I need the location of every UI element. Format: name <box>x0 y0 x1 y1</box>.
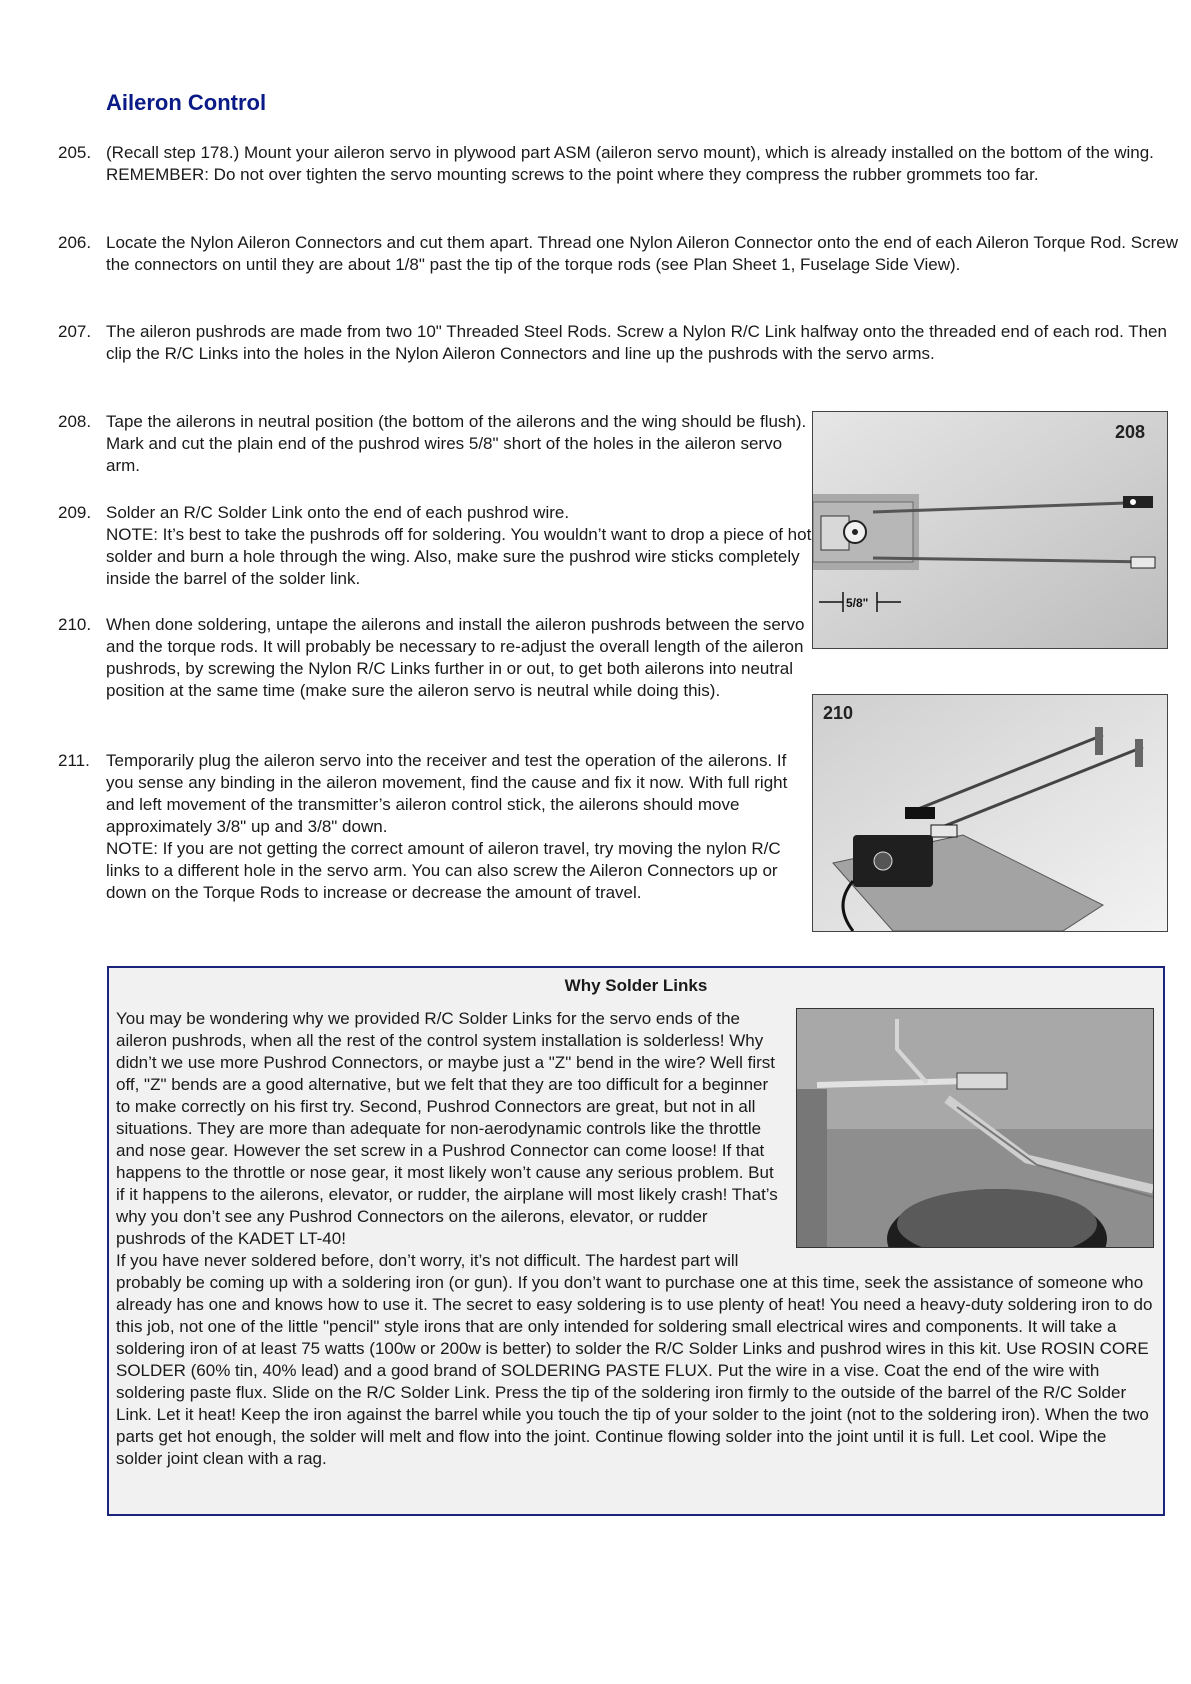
callout-body <box>116 1008 1156 1470</box>
callout-paragraph: If you have never soldered before, don’t worry, it’s not difficult. The hardest part will probably be coming up with a soldering iron (or gun). If you don’t want to purchase one at this time, seek the assistance of someone who already has one and knows how to use it. The secret to easy soldering is to use plenty of heat! You need a heavy-duty soldering iron to do this job, not one of the little "pencil" style irons that are only intended for soldering small electrical wires and components. It will take a soldering iron of at least 75 watts (100w or 200w is better) to solder the R/C Solder Links and pushrod wires in this kit. Use ROSIN CORE SOLDER (60% tin, 40% lead) and a good brand of SOLDERING PASTE FLUX. Put the wire in a vise. Coat the end of the wire with soldering paste flux. Slide on the R/C Solder Link. Press the tip of the soldering iron firmly to the outside of the barrel of the R/C Solder Link. Let it heat! Keep the iron against the barrel while you touch the tip of your solder to the joint (not to the soldering iron). When the two parts get hot enough, the solder will melt and flow into the joint. Continue flowing solder into the joint until it is full. Let cool. Wipe the solder joint clean with a rag. <box>116 1251 1153 1468</box>
step-text: Solder an R/C Solder Link onto the end of each pushrod wire. <box>106 503 570 522</box>
callout-paragraph: You may be wondering why we provided R/C Solder Links for the servo ends of the aileron pushrods, when all the rest of the control system installation is solderless! Why didn’t we use more Pushrod Connectors, or maybe just a "Z" bend in the wire? Well first off, "Z" bends are a good alternative, but we felt that they are too difficult for a beginner to make correctly on his first try. Second, Pushrod Connectors are great, but not in all situations. They are more than adequate for non-aerodynamic controls like the throttle and nose gear. However the set screw in a Pushrod Connector can come loose! If that happens to the throttle or nose gear, it most likely won’t cause any serious problem. But if it happens to the ailerons, elevator, or rudder, the airplane will most likely crash! That’s why you don’t see any Pushrod Connectors on the ailerons, elevator, or rudder pushrods of the KADET LT-40! <box>116 1009 778 1248</box>
photo-208-dimension-label: 5/8" <box>846 596 869 610</box>
photo-208-illustration <box>813 412 1167 648</box>
photo-208-label: 208 <box>1115 422 1146 442</box>
solder-links-callout <box>107 966 1165 1516</box>
step-number: 205. <box>58 143 92 162</box>
photo-208 <box>812 411 1168 649</box>
step-number: 207. <box>58 322 92 341</box>
step-text: When done soldering, untape the ailerons and install the aileron pushrods between the servo and the torque rods. It will probably be necessary to re-adjust the overall length of the aileron pushrods, by screwing the Nylon R/C Links further in or out, to get both ailerons into neutral position at the same time (make sure the aileron servo is neutral while doing this). <box>106 615 805 700</box>
step-text: The aileron pushrods are made from two 10" Threaded Steel Rods. Screw a Nylon R/C Link halfway onto the threaded end of each rod. Then clip the R/C Links into the holes in the Nylon Aileron Connectors and line up the pushrods with the servo arms. <box>106 322 1167 363</box>
step-number: 208. <box>58 412 92 431</box>
callout-title: Why Solder Links <box>564 976 708 995</box>
section-title: Aileron Control <box>106 90 267 115</box>
step-number: 211. <box>58 751 90 770</box>
step-note: NOTE: If you are not getting the correct amount of aileron travel, try moving the nylon R/C links to a different hole in the servo arm. You can also screw the Aileron Connectors up or down on the Torque Rods to increase or decrease the amount of travel. <box>106 839 781 902</box>
step-text: Tape the ailerons in neutral position (the bottom of the ailerons and the wing should be flush). Mark and cut the plain end of the pushrod wires 5/8" short of the holes in the aileron servo arm. <box>106 412 807 475</box>
step-number: 210. <box>58 615 92 634</box>
photo-210 <box>812 694 1168 932</box>
photo-210-illustration <box>813 695 1167 931</box>
photo-210-label: 210 <box>823 703 854 723</box>
step-number: 206. <box>58 233 92 252</box>
step-text: Locate the Nylon Aileron Connectors and cut them apart. Thread one Nylon Aileron Connector onto the end of each Aileron Torque Rod. Screw the connectors on until they are about 1/8" past the tip of the torque rods (see Plan Sheet 1, Fuselage Side View). <box>106 233 1178 274</box>
step-text: (Recall step 178.) Mount your aileron servo in plywood part ASM (aileron servo mount), which is already installed on the bottom of the wing. REMEMBER: Do not over tighten the servo mounting screws to the point where they compress the rubber grommets too far. <box>106 143 1154 184</box>
step-note: NOTE: It’s best to take the pushrods off for soldering. You wouldn’t want to drop a piece of hot solder and burn a hole through the wing. Also, make sure the pushrod wire sticks completely inside the barrel of the solder link. <box>106 525 812 588</box>
callout-photo <box>796 1008 1152 1266</box>
step-text: Temporarily plug the aileron servo into the receiver and test the operation of the ailerons. If you sense any binding in the aileron movement, find the cause and fix it now. With full right and left movement of the transmitter’s aileron control stick, the ailerons should move approximately 3/8" up and 3/8" down. <box>106 751 788 836</box>
step-number: 209. <box>58 503 92 522</box>
solder-link-photo-illustration <box>796 1008 1154 1248</box>
